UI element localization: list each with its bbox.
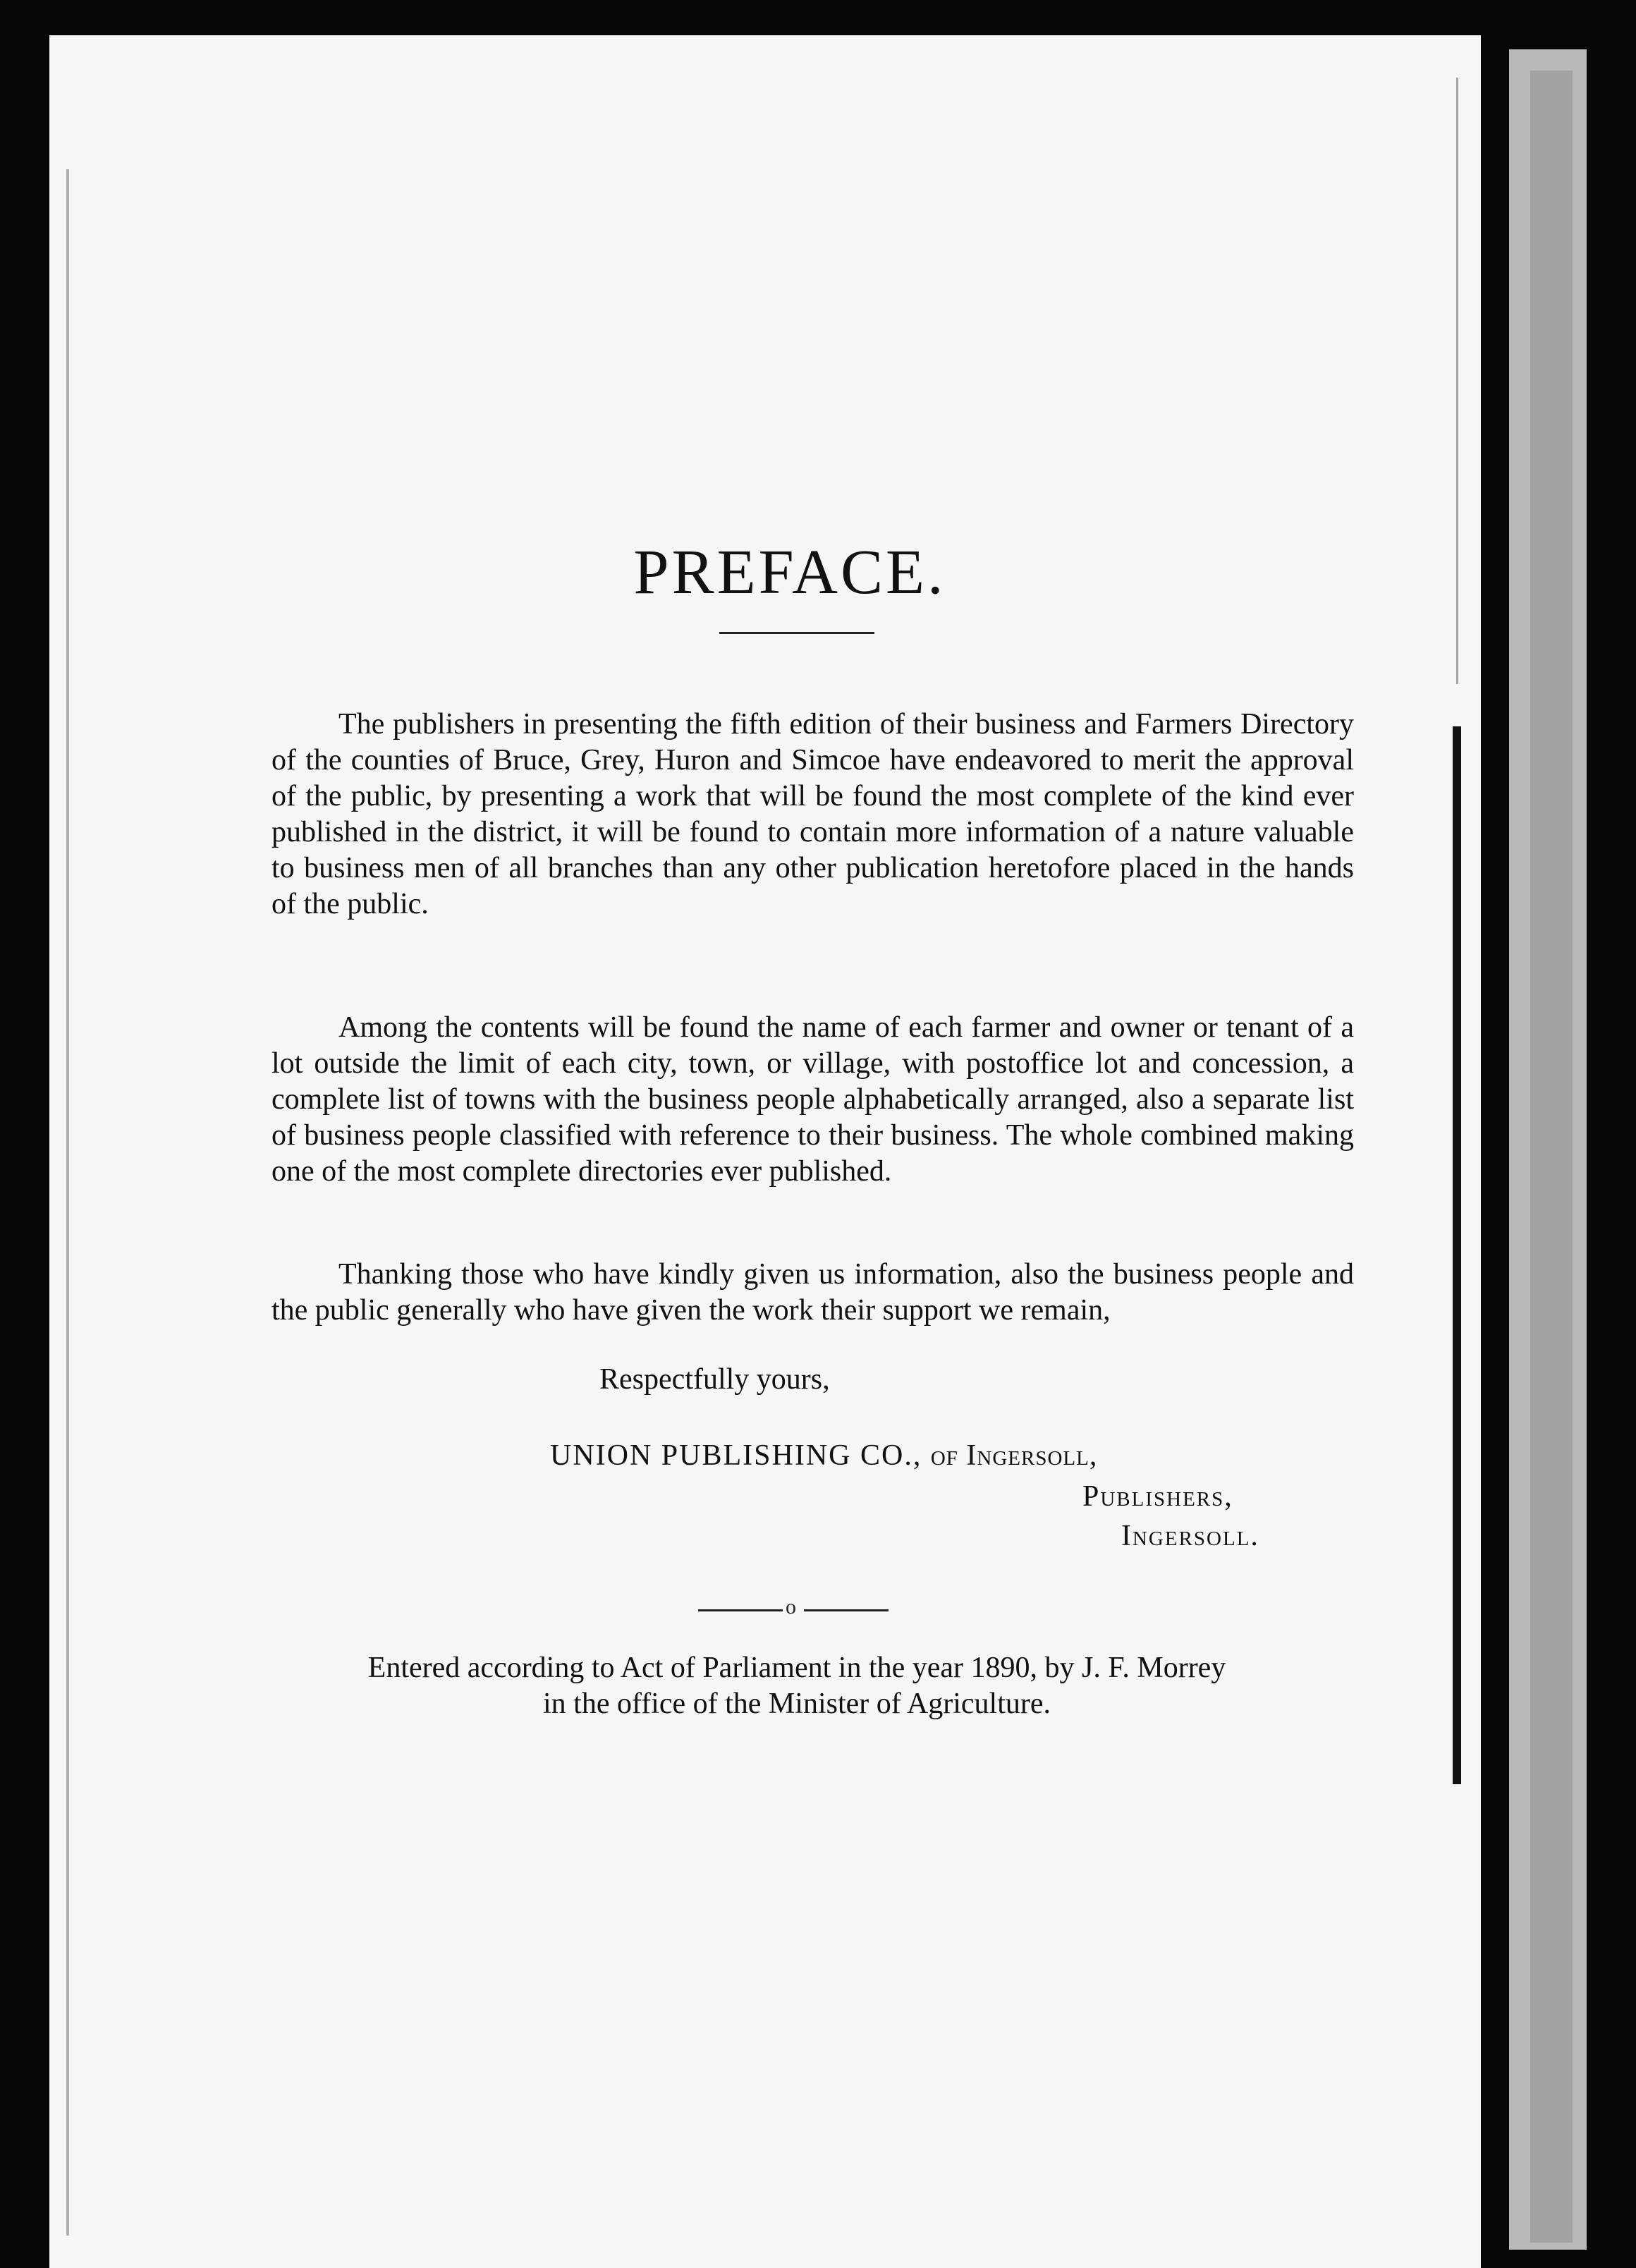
binding-edge — [66, 169, 69, 2236]
separator-line-left — [698, 1609, 783, 1611]
copyright-notice — [240, 1650, 1354, 1722]
paragraph-1: The publishers in presenting the fifth edition of their business and Farmers Directory of the counties of Bruce, Grey, Huron and Simcoe have endeavored to merit the approval of the public, by presenting a work that will be found the most complete of the kind ever published in the district, it will be found to contain more information of a nature valuable to business men of all branches than any other publication heretofore placed in the hands of the public. — [271, 708, 1354, 920]
publisher-place: Ingersoll. — [1121, 1520, 1259, 1552]
copyright-line-1: Entered according to Act of Parliament in the year 1890, by J. F. Morrey — [367, 1652, 1226, 1684]
separator-ornament: o — [786, 1595, 796, 1618]
separator-line-right — [804, 1609, 889, 1611]
page-edge-bar — [1453, 726, 1461, 1784]
publisher-role: Publishers, — [1082, 1480, 1233, 1513]
signature-line-1 — [550, 1439, 1097, 1473]
paragraph-2: Among the contents will be found the name of each farmer and owner or tenant of a lot outside the limit of each city, town, or village, with postoffice lot and concession, a complete list of towns with the business people alphabetically arranged, also a separate list of business people classified with reference to their business. The whole combined making one of the most complete directories ever published. — [271, 1011, 1354, 1188]
closing-salutation: Respectfully yours, — [599, 1363, 830, 1396]
paragraph-3: Thanking those who have kindly given us information, also the business people and the public generally who have given the work their support we remain, — [271, 1258, 1354, 1327]
adjacent-page-shadow — [1530, 71, 1573, 2243]
title-underline — [719, 632, 874, 634]
copyright-line-2: in the office of the Minister of Agriculture. — [542, 1688, 1051, 1720]
document-page — [49, 35, 1481, 2268]
company-name: UNION PUBLISHING CO., — [550, 1439, 922, 1472]
section-separator — [698, 1595, 889, 1623]
page-title: PREFACE. — [633, 537, 946, 607]
page-edge-line — [1456, 78, 1458, 684]
company-location: of Ingersoll, — [930, 1439, 1098, 1472]
